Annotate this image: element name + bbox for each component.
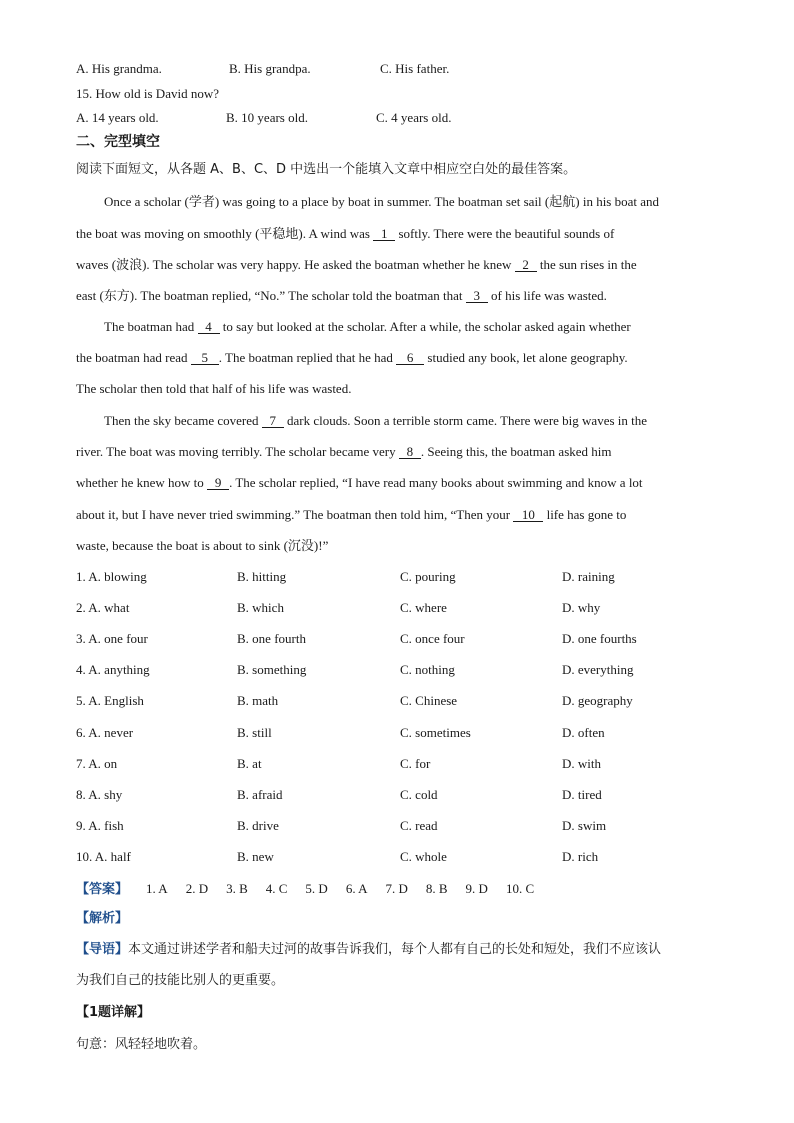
passage-p2-line2: the boatman had read 5 . The boatman replied that he had 6 studied any book, let alone geography. xyxy=(76,350,628,365)
option-5c: C. Chinese xyxy=(400,693,458,708)
option-7b: B. at xyxy=(237,756,262,771)
answer-item: 7. D xyxy=(385,881,408,896)
passage-p1-line3: waves (波浪). The scholar was very happy. He asked the boatman whether he knew 2 the sun rises in the xyxy=(76,257,637,272)
option-5a: 5. A. English xyxy=(76,693,144,708)
answer-item: 10. C xyxy=(505,881,535,896)
option-7d: D. with xyxy=(562,756,601,771)
option-4a: 4. A. anything xyxy=(76,662,150,677)
option-2b: B. which xyxy=(237,600,284,615)
option-8b: B. afraid xyxy=(237,787,283,802)
passage-p2-line3: The scholar then told that half of his life was wasted. xyxy=(76,381,352,396)
answer-item: 4. C xyxy=(265,881,288,896)
option-8d: D. tired xyxy=(562,787,602,802)
option-1a: 1. A. blowing xyxy=(76,569,147,584)
answer-label: 【答案】 xyxy=(76,882,129,897)
blank-10: 10 xyxy=(513,508,543,522)
option-5d: D. geography xyxy=(562,693,633,708)
detail-1-label: 【1题详解】 xyxy=(76,1005,151,1020)
guide-label: 【导语】 xyxy=(76,942,129,957)
option-1c: C. pouring xyxy=(400,569,456,584)
option-1b: B. hitting xyxy=(237,569,287,584)
answer-item: 6. A xyxy=(345,881,368,896)
blank-6: 6 xyxy=(396,351,424,365)
passage-p3-line4: about it, but I have never tried swimming.” The boatman then told him, “Then your 10 life has gone to xyxy=(76,507,627,522)
option-7a: 7. A. on xyxy=(76,756,118,771)
section-title: 二、完型填空 xyxy=(76,134,160,150)
option-5b: B. math xyxy=(237,693,279,708)
blank-9: 9 xyxy=(207,476,229,490)
detail-1-meaning: 句意：风轻轻地吹着。 xyxy=(76,1037,207,1052)
q15-option-c: C. 4 years old. xyxy=(376,110,452,125)
answer-item: 2. D xyxy=(185,881,209,896)
option-3a: 3. A. one four xyxy=(76,631,148,646)
answer-item: 3. B xyxy=(226,881,248,896)
q15-option-a: A. 14 years old. xyxy=(76,110,159,125)
option-4d: D. everything xyxy=(562,662,634,677)
guide-line2: 为我们自己的技能比别人的更重要。 xyxy=(76,973,285,988)
analysis-label: 【解析】 xyxy=(76,911,129,926)
option-10a: 10. A. half xyxy=(76,849,131,864)
q14-option-c: C. His father. xyxy=(380,61,450,76)
section-instruction: 阅读下面短文，从各题 A、B、C、D 中选出一个能填入文章中相应空白处的最佳答案。 xyxy=(76,162,577,177)
option-10c: C. whole xyxy=(400,849,447,864)
option-3d: D. one fourths xyxy=(562,631,637,646)
option-9a: 9. A. fish xyxy=(76,818,124,833)
option-10b: B. new xyxy=(237,849,274,864)
answer-item: 5. D xyxy=(305,881,328,896)
answer-key xyxy=(76,881,534,898)
option-2d: D. why xyxy=(562,600,601,615)
blank-4: 4 xyxy=(198,320,220,334)
q14-options xyxy=(76,61,162,77)
option-6b: B. still xyxy=(237,725,272,740)
answer-item: 9. D xyxy=(465,881,488,896)
passage-p2-line1: The boatman had 4 to say but looked at the scholar. After a while, the scholar asked again whether xyxy=(104,319,631,334)
passage-p1-line4: east (东方). The boatman replied, “No.” The scholar told the boatman that 3 of his life was wasted. xyxy=(76,288,607,303)
blank-1: 1 xyxy=(373,227,395,241)
passage-p3-line1: Then the sky became covered 7 dark clouds. Soon a terrible storm came. There were big waves in the xyxy=(104,413,648,428)
passage-p1-line1: Once a scholar (学者) was going to a place by boat in summer. The boatman set sail (起航) in his boat and xyxy=(104,194,660,209)
passage-p3-line5: waste, because the boat is about to sink (沉没)!” xyxy=(76,538,329,553)
blank-2: 2 xyxy=(515,258,537,272)
q15-question: 15. How old is David now? xyxy=(76,86,219,101)
option-2a: 2. A. what xyxy=(76,600,130,615)
option-7c: C. for xyxy=(400,756,431,771)
q15-option-b: B. 10 years old. xyxy=(226,110,308,125)
passage-p3-line2: river. The boat was moving terribly. The scholar became very 8 . Seeing this, the boatman asked him xyxy=(76,444,612,459)
passage-p1-line2: the boat was moving on smoothly (平稳地). A wind was 1 softly. There were the beautiful sounds of xyxy=(76,226,615,241)
option-1d: D. raining xyxy=(562,569,615,584)
option-4b: B. something xyxy=(237,662,307,677)
option-8c: C. cold xyxy=(400,787,438,802)
option-10d: D. rich xyxy=(562,849,599,864)
answer-item: 1. A xyxy=(146,881,168,896)
option-3c: C. once four xyxy=(400,631,465,646)
passage-p3-line3: whether he knew how to 9 . The scholar replied, “I have read many books about swimming and know a lot xyxy=(76,475,643,490)
option-2c: C. where xyxy=(400,600,447,615)
option-9d: D. swim xyxy=(562,818,607,833)
blank-7: 7 xyxy=(262,414,284,428)
option-3b: B. one fourth xyxy=(237,631,306,646)
option-8a: 8. A. shy xyxy=(76,787,123,802)
option-6c: C. sometimes xyxy=(400,725,471,740)
option-4c: C. nothing xyxy=(400,662,455,677)
option-9b: B. drive xyxy=(237,818,279,833)
option-9c: C. read xyxy=(400,818,438,833)
option-6d: D. often xyxy=(562,725,605,740)
blank-5: 5 xyxy=(191,351,219,365)
q14-option-b: B. His grandpa. xyxy=(229,61,311,76)
guide-line1: 【导语】本文通过讲述学者和船夫过河的故事告诉我们，每个人都有自己的长处和短处，我们不应该认 xyxy=(76,942,662,957)
option-6a: 6. A. never xyxy=(76,725,134,740)
q14-option-a: A. His grandma. xyxy=(76,61,162,76)
answer-item: 8. B xyxy=(425,881,448,896)
blank-3: 3 xyxy=(466,289,488,303)
blank-8: 8 xyxy=(399,445,421,459)
